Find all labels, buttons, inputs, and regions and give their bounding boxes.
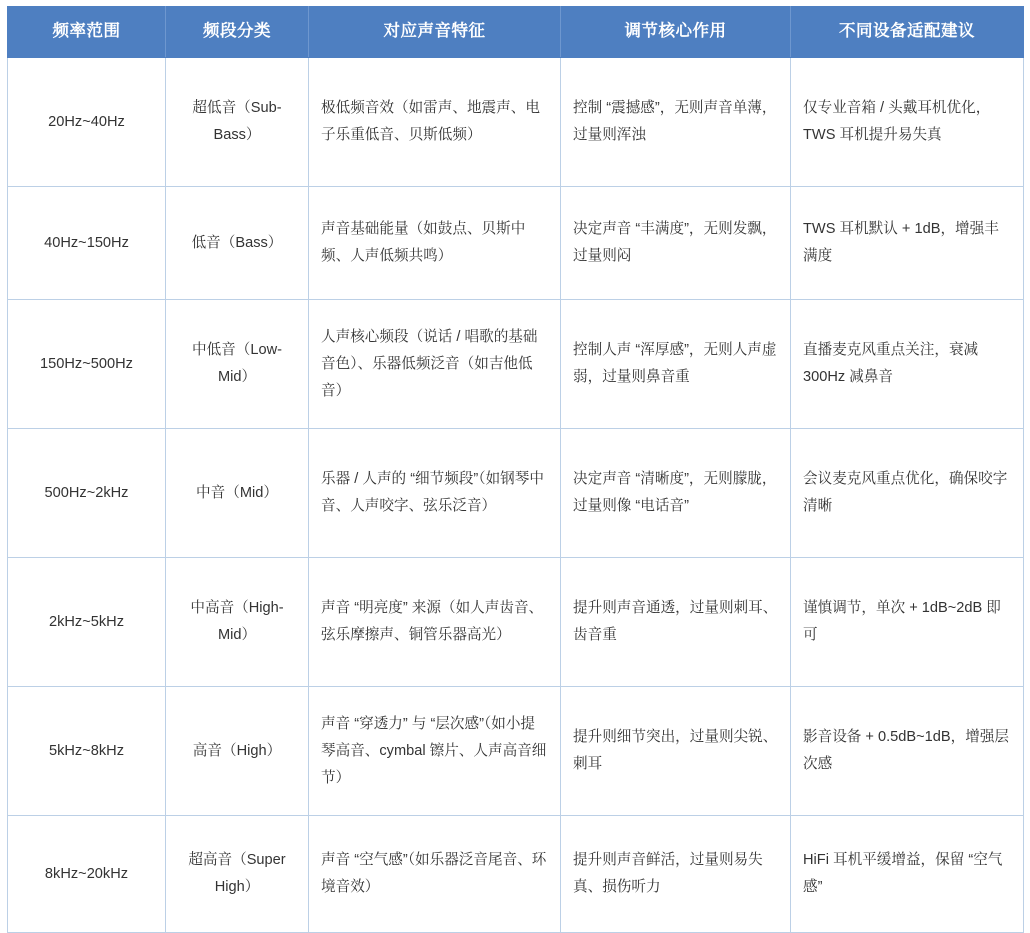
- cell-range: 5kHz~8kHz: [8, 687, 166, 816]
- cell-range: 40Hz~150Hz: [8, 187, 166, 300]
- cell-advice: TWS 耳机默认 + 1dB，增强丰满度: [791, 187, 1024, 300]
- table-row: [8, 816, 1024, 933]
- table-header: [8, 7, 1024, 58]
- table-row: [8, 558, 1024, 687]
- table-row: [8, 429, 1024, 558]
- table-row: [8, 187, 1024, 300]
- cell-band: 高音（High）: [166, 687, 309, 816]
- table-row: [8, 687, 1024, 816]
- cell-role: 控制人声 “浑厚感”，无则人声虚弱，过量则鼻音重: [561, 300, 791, 429]
- cell-band: 中音（Mid）: [166, 429, 309, 558]
- cell-advice: HiFi 耳机平缓增益，保留 “空气感”: [791, 816, 1024, 933]
- cell-range: 2kHz~5kHz: [8, 558, 166, 687]
- cell-role: 决定声音 “丰满度”，无则发飘，过量则闷: [561, 187, 791, 300]
- cell-band: 中低音（Low-Mid）: [166, 300, 309, 429]
- cell-feature: 声音 “明亮度” 来源（如人声齿音、弦乐摩擦声、铜管乐器高光）: [309, 558, 561, 687]
- cell-band: 超低音（Sub-Bass）: [166, 58, 309, 187]
- header-cell-feature: 对应声音特征: [309, 7, 561, 58]
- cell-feature: 乐器 / 人声的 “细节频段”（如钢琴中音、人声咬字、弦乐泛音）: [309, 429, 561, 558]
- cell-feature: 人声核心频段（说话 / 唱歌的基础音色）、乐器低频泛音（如吉他低音）: [309, 300, 561, 429]
- cell-advice: 直播麦克风重点关注，衰减 300Hz 减鼻音: [791, 300, 1024, 429]
- cell-band: 超高音（Super High）: [166, 816, 309, 933]
- header-cell-advice: 不同设备适配建议: [791, 7, 1024, 58]
- table-body: [8, 58, 1024, 933]
- cell-feature: 声音 “空气感”（如乐器泛音尾音、环境音效）: [309, 816, 561, 933]
- cell-range: 500Hz~2kHz: [8, 429, 166, 558]
- cell-band: 中高音（High-Mid）: [166, 558, 309, 687]
- cell-role: 决定声音 “清晰度”，无则朦胧，过量则像 “电话音”: [561, 429, 791, 558]
- cell-advice: 会议麦克风重点优化，确保咬字清晰: [791, 429, 1024, 558]
- frequency-band-table: [7, 6, 1024, 933]
- table-row: [8, 300, 1024, 429]
- cell-role: 提升则细节突出，过量则尖锐、刺耳: [561, 687, 791, 816]
- cell-role: 提升则声音通透，过量则刺耳、齿音重: [561, 558, 791, 687]
- cell-feature: 极低频音效（如雷声、地震声、电子乐重低音、贝斯低频）: [309, 58, 561, 187]
- cell-role: 提升则声音鲜活，过量则易失真、损伤听力: [561, 816, 791, 933]
- cell-role: 控制 “震撼感”，无则声音单薄，过量则浑浊: [561, 58, 791, 187]
- cell-advice: 谨慎调节，单次 + 1dB~2dB 即可: [791, 558, 1024, 687]
- cell-band: 低音（Bass）: [166, 187, 309, 300]
- cell-feature: 声音 “穿透力” 与 “层次感”（如小提琴高音、cymbal 镲片、人声高音细节）: [309, 687, 561, 816]
- header-cell-band: 频段分类: [166, 7, 309, 58]
- header-row: [8, 7, 1024, 58]
- cell-range: 150Hz~500Hz: [8, 300, 166, 429]
- cell-range: 20Hz~40Hz: [8, 58, 166, 187]
- table-row: [8, 58, 1024, 187]
- header-cell-range: 频率范围: [8, 7, 166, 58]
- cell-advice: 仅专业音箱 / 头戴耳机优化，TWS 耳机提升易失真: [791, 58, 1024, 187]
- cell-feature: 声音基础能量（如鼓点、贝斯中频、人声低频共鸣）: [309, 187, 561, 300]
- cell-range: 8kHz~20kHz: [8, 816, 166, 933]
- cell-advice: 影音设备 + 0.5dB~1dB，增强层次感: [791, 687, 1024, 816]
- header-cell-role: 调节核心作用: [561, 7, 791, 58]
